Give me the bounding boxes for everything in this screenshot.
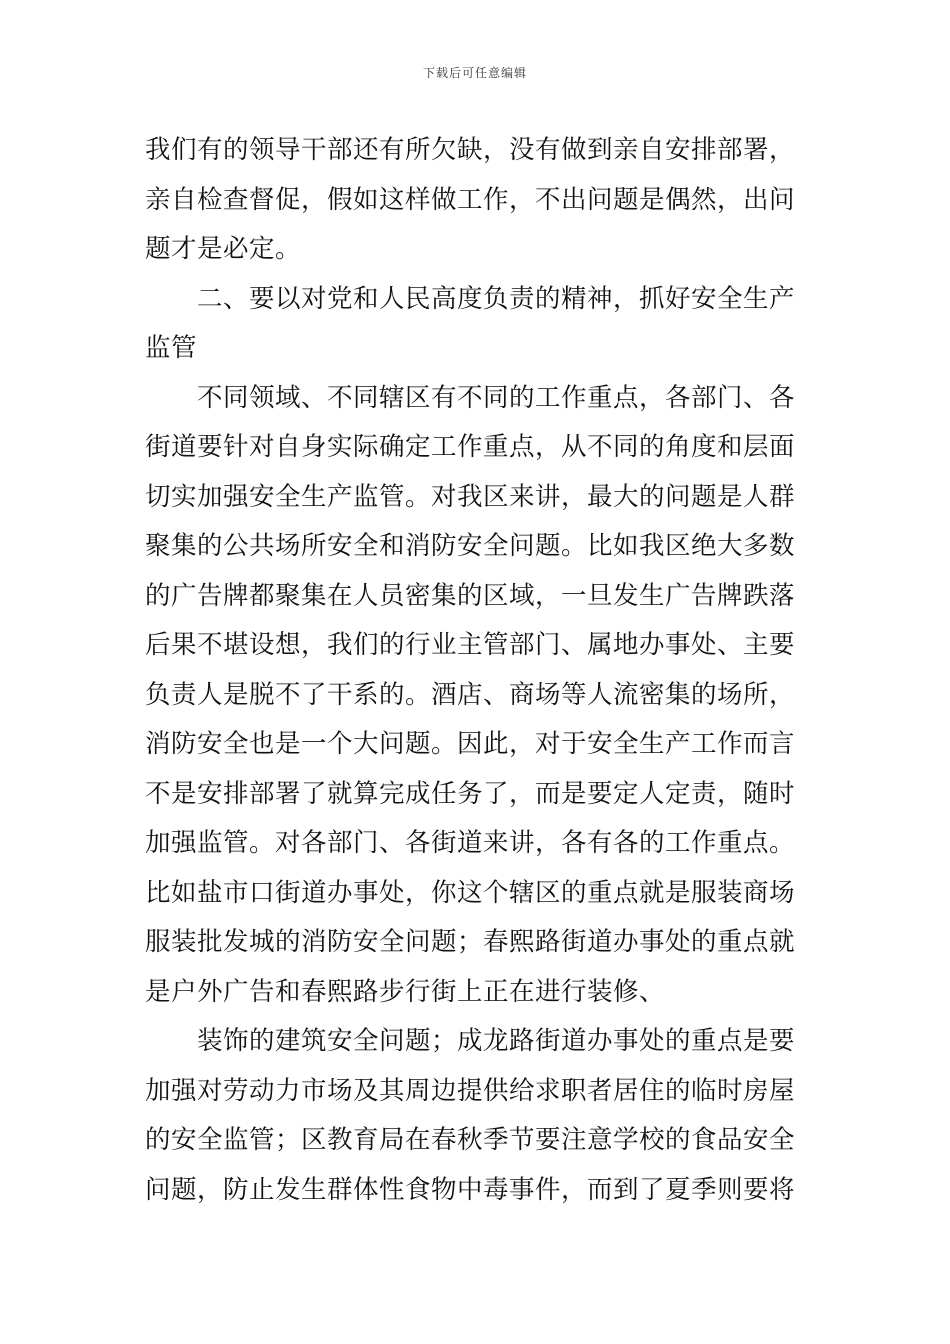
text-line: 监管 xyxy=(145,333,198,363)
text-line: 亲自检查督促，假如这样做工作，不出问题是偶然，出问 xyxy=(145,184,796,215)
text-line: 我们有的领导干部还有所欠缺，没有做到亲自安排部署， xyxy=(145,135,796,165)
text-line: 是户外广告和春熙路步行街上正在进行装修、 xyxy=(145,976,666,1007)
text-line: 加强监管。对各部门、各街道来讲，各有各的工作重点。 xyxy=(145,828,796,858)
text-line: 负责人是脱不了干系的。酒店、商场等人流密集的场所， xyxy=(145,679,796,710)
page-header: 下载后可任意编辑 xyxy=(422,66,527,80)
text-line: 二、要以对党和人民高度负责的精神，抓好安全生产 xyxy=(197,283,796,314)
text-line: 装饰的建筑安全问题；成龙路街道办事处的重点是要 xyxy=(197,1026,796,1056)
text-line: 消防安全也是一个大问题。因此，对于安全生产工作而言 xyxy=(145,729,796,759)
text-line: 不是安排部署了就算完成任务了，而是要定人定责，随时 xyxy=(145,778,796,809)
text-line: 不同领域、不同辖区有不同的工作重点，各部门、各 xyxy=(197,382,796,413)
text-line: 街道要针对自身实际确定工作重点，从不同的角度和层面 xyxy=(145,432,796,462)
text-line: 切实加强安全生产监管。对我区来讲，最大的问题是人群 xyxy=(145,481,796,512)
document-body xyxy=(145,126,810,1215)
text-line: 服装批发城的消防安全问题；春熙路街道办事处的重点就 xyxy=(145,927,796,957)
text-line: 的安全监管；区教育局在春秋季节要注意学校的食品安全 xyxy=(145,1125,796,1155)
text-line: 题才是必定。 xyxy=(145,234,302,264)
text-line: 聚集的公共场所安全和消防安全问题。比如我区绝大多数 xyxy=(145,531,796,561)
text-line: 加强对劳动力市场及其周边提供给求职者居住的临时房屋 xyxy=(145,1075,796,1106)
text-line: 的广告牌都聚集在人员密集的区域，一旦发生广告牌跌落 xyxy=(145,580,796,611)
text-line: 后果不堪设想，我们的行业主管部门、属地办事处、主要 xyxy=(145,630,796,660)
text-line: 比如盐市口街道办事处，你这个辖区的重点就是服装商场 xyxy=(145,877,796,908)
text-line: 问题，防止发生群体性食物中毒事件，而到了夏季则要将 xyxy=(145,1174,796,1205)
